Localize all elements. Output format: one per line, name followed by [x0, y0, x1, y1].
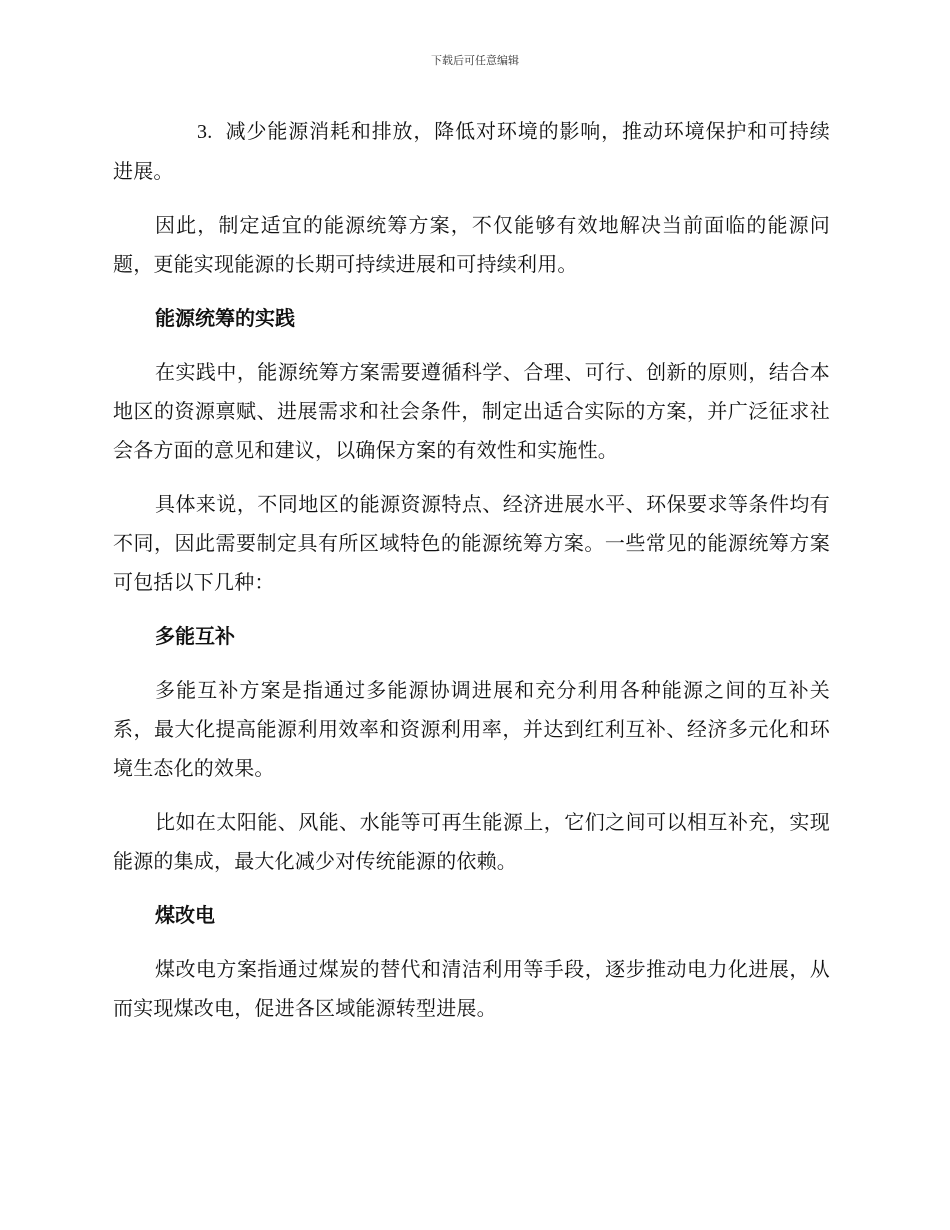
section-heading: 煤改电: [155, 903, 215, 927]
section-heading: 多能互补: [155, 624, 235, 648]
list-item-3: [113, 112, 830, 191]
paragraph: 煤改电方案指通过煤炭的替代和清洁利用等手段，逐步推动电力化进展，从而实现煤改电，促进各区域能源转型进展。: [113, 957, 830, 1020]
list-item-text: 减少能源消耗和排放，降低对环境的影响，推动环境保护和可持续进展。: [113, 119, 830, 183]
document-body: [113, 112, 830, 1043]
paragraph: 因此，制定适宜的能源统筹方案，不仅能够有效地解决当前面临的能源问题，更能实现能源的长期可持续进展和可持续利用。: [113, 213, 830, 276]
paragraph: 在实践中，能源统筹方案需要遵循科学、合理、可行、创新的原则，结合本地区的资源禀赋、进展需求和社会条件，制定出适合实际的方案，并广泛征求社会各方面的意见和建议，以确保方案的有效性和实施性。: [113, 360, 830, 462]
list-item-number: 3.: [197, 121, 213, 143]
paragraph: 比如在太阳能、风能、水能等可再生能源上，它们之间可以相互补充，实现能源的集成，最大化减少对传统能源的依赖。: [113, 810, 830, 873]
paragraph: 多能互补方案是指通过多能源协调进展和充分利用各种能源之间的互补关系，最大化提高能源利用效率和资源利用率，并达到红利互补、经济多元化和环境生态化的效果。: [113, 678, 830, 780]
paragraph: 具体来说，不同地区的能源资源特点、经济进展水平、环保要求等条件均有不同，因此需要制定具有所区域特色的能源统筹方案。一些常见的能源统筹方案可包括以下几种：: [113, 492, 830, 594]
section-heading: 能源统筹的实践: [155, 306, 295, 330]
page-header: 下载后可任意编辑: [431, 54, 519, 67]
